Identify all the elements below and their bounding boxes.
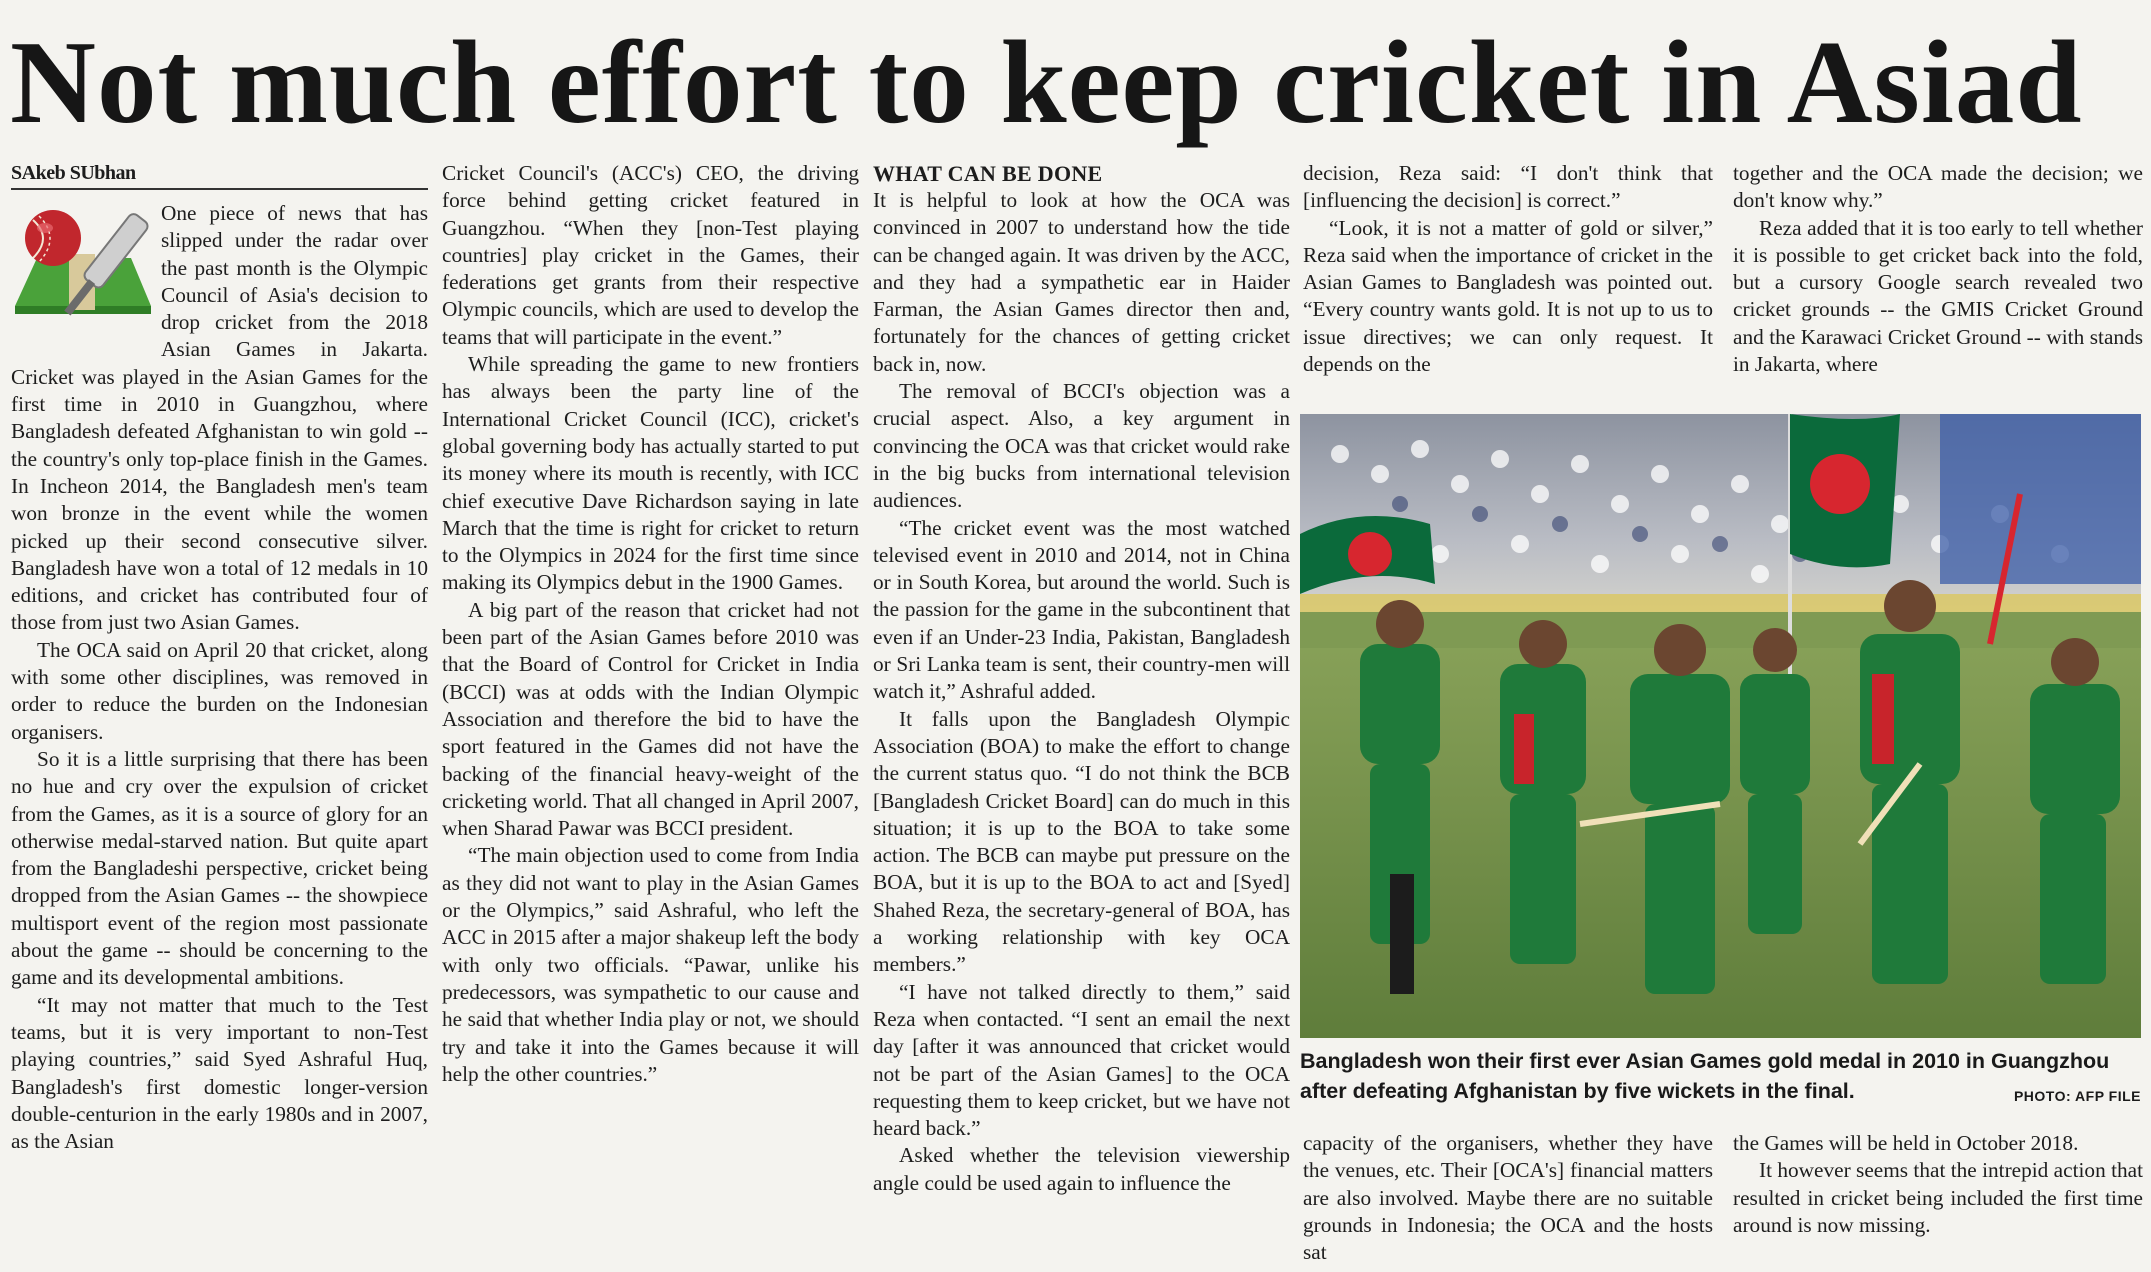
photo-credit: PHOTO: AFP FILE xyxy=(2013,1088,2141,1104)
paragraph: Cricket Council's (ACC's) CEO, the driving force behind getting cricket featured in Guangzhou. “When they [non-Test playing countries] play cricket in the Games, their federations get grants from their respective Olympic councils, which are used to develop the teams that will participate in the event.” xyxy=(442,161,859,349)
article-column-5-bottom xyxy=(1733,1130,2143,1270)
paragraph: Asked whether the television viewership angle could be used again to influence the xyxy=(873,1143,1290,1195)
headline: Not much effort to keep cricket in Asiad xyxy=(10,16,2083,148)
paragraph: The removal of BCCI's objection was a crucial aspect. Also, a key argument in convincing the OCA was that cricket would rake in the big bucks from international television audiences. xyxy=(873,379,1290,513)
paragraph: It however seems that the intrepid action that resulted in cricket being included the first time around is now missing. xyxy=(1733,1158,2143,1237)
paragraph: It falls upon the Bangladesh Olympic Association (BOA) to make the effort to change the current status quo. “I do not think the BCB [Bangladesh Cricket Board] can do much in this situation; it is up to the BOA to take some action. The BCB can maybe put pressure on the BOA, but it is up to the BOA to act and [Syed] Shahed Reza, the secretary-general of BOA, has a working relationship with key OCA members.” xyxy=(873,706,1290,977)
paragraph: the Games will be held in October 2018. xyxy=(1733,1131,2079,1155)
caption-text: Bangladesh won their first ever Asian Games gold medal in 2010 in Guangzhou after defeating Afghanistan by five wickets in the final. xyxy=(1300,1049,2110,1103)
section-subhead: WHAT CAN BE DONE xyxy=(873,161,1103,186)
paragraph: The OCA said on April 20 that cricket, along with some other disciplines, was removed in order to reduce the burden on the Indonesian organisers. xyxy=(11,637,428,744)
paragraph: It is helpful to look at how the OCA was convinced in 2007 to understand how the tide can be changed again. It was driven by the ACC, and they had a sympathetic ear in Haider Farman, the Asian Games director then and, fortunately for the chances of getting cricket back in, now. xyxy=(873,188,1290,376)
paragraph: “The main objection used to come from India as they did not want to play in the Asian Games or the Olympics,” said Ashraful, who left the ACC in 2015 after a major shakeup left the body with only two officials. “Pawar, unlike his predecessors, was sympathetic to our cause and he said that whether India play or not, we should try and take it into the Games because it will help the other countries.” xyxy=(442,843,859,1086)
team-celebration-photo xyxy=(1300,414,2141,1038)
cricket-ball-bat-icon xyxy=(11,202,151,342)
paragraph: “I have not talked directly to them,” said Reza when contacted. “I sent an email the next day [after it was announced that cricket would not be part of the Asian Games] to the OCA requesting them to keep cricket, but we have not heard back.” xyxy=(873,979,1290,1141)
paragraph: together and the OCA made the decision; we don't know why.” xyxy=(1733,161,2143,213)
article-column-2 xyxy=(442,160,859,1270)
paragraph: “It may not matter that much to the Test teams, but it is very important to non-Test playing countries,” said Syed Ashraful Huq, Bangladesh's first domestic longer-version double-centurion in the early 1980s and in 2007, as the Asian xyxy=(11,992,428,1154)
article-column-5-top xyxy=(1733,160,2143,380)
photo-caption xyxy=(1300,1046,2141,1112)
paragraph: So it is a little surprising that there has been no hue and cry over the expulsion of cricket from the Games, as it is a source of glory for an otherwise medal-starved nation. But quite apart from the Bangladeshi perspective, cricket being dropped from the Asian Games -- the showpiece multisport event of the region most passionate about the game -- should be concerning to the game and its developmental ambitions. xyxy=(11,746,428,990)
article-column-3 xyxy=(873,160,1290,1270)
article-column-4-bottom xyxy=(1303,1130,1713,1270)
paragraph: While spreading the game to new frontiers has always been the party line of the International Cricket Council (ICC), cricket's global governing body has actually started to put its money where its mouth is recently, with ICC chief executive Dave Richardson saying in late March that the time is right for cricket to return to the Olympics in 2024 for the first time since making its Olympics debut in the 1900 Games. xyxy=(442,352,859,595)
byline: SAkeb SUbhan xyxy=(11,160,428,190)
paragraph: A big part of the reason that cricket had not been part of the Asian Games before 2010 was that the Board of Control for Cricket in India (BCCI) was at odds with the Indian Olympic Association and therefore the bid to have the sport featured in the Games did not have the backing of the financial heavy-weight of the cricketing world. That all changed in April 2007, when Sharad Pawar was BCCI president. xyxy=(442,597,859,841)
paragraph: “The cricket event was the most watched televised event in 2010 and 2014, not in China or in South Korea, but around the world. Such is the passion for the game in the subcontinent that even if an Under-23 India, Pakistan, Bangladesh or Sri Lanka team is sent, their country-men will watch it,” Ashraful added. xyxy=(873,515,1290,704)
paragraph: capacity of the organisers, whether they have the venues, etc. Their [OCA's] financial matters are also involved. Maybe there are no suitable grounds in Indonesia; the OCA and the hosts sat xyxy=(1303,1131,1713,1265)
paragraph: decision, Reza said: “I don't think that [influencing the decision] is correct.” xyxy=(1303,161,1713,213)
paragraph: Reza added that it is too early to tell whether it is possible to get cricket back into the fold, but a cursory Google search revealed two cricket grounds -- the GMIS Cricket Ground and the Karawaci Cricket Ground -- with stands in Jakarta, where xyxy=(1733,215,2143,377)
article-column-4-top xyxy=(1303,160,1713,380)
paragraph: “Look, it is not a matter of gold or silver,” Reza said when the importance of cricket in the Asian Games to Bangladesh was pointed out. “Every country wants gold. It is not up to us to issue directives; we can only request. It depends on the xyxy=(1303,215,1713,377)
article-column-1 xyxy=(11,160,428,1270)
paragraph: One piece of news that has slipped under the radar over the past month is the Olympic Council of Asia's decision to drop cricket from the 2018 Asian Games in Jakarta. Cricket was played in the Asian Games for the first time in 2010 in Guangzhou, where Bangladesh defeated Afghanistan to win gold -- the country's only top-place finish in the Games. In Incheon 2014, the Bangladesh men's team won bronze in the event while the women picked up their second consecutive silver. Bangladesh have won a total of 12 medals in 10 editions, and cricket has contributed four of those from just two Asian Games. xyxy=(11,201,428,635)
